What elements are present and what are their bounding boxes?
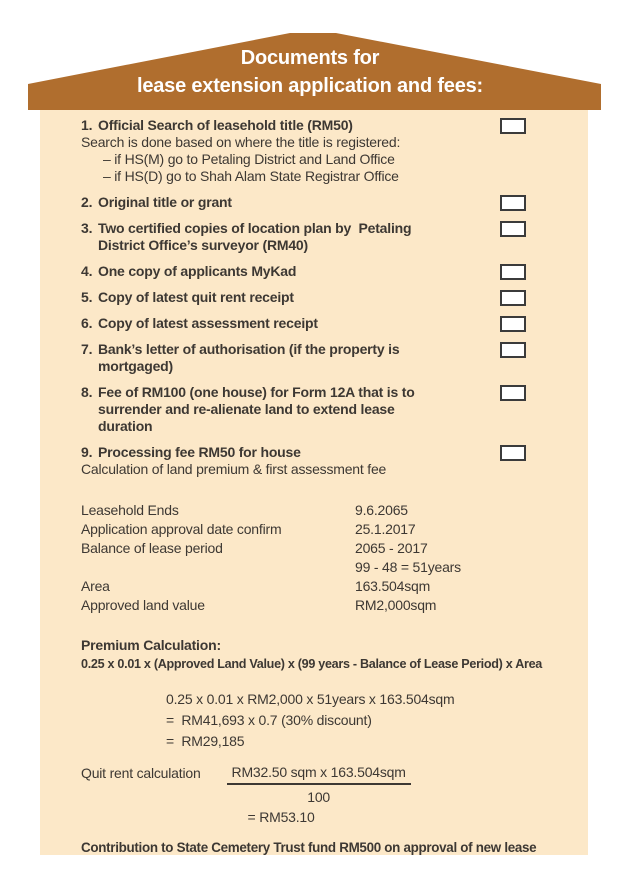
table-row-value: 99 - 48 = 51years (355, 559, 461, 575)
item-title-line: One copy of applicants MyKad (98, 263, 297, 279)
item-title-line: Copy of latest assessment receipt (98, 315, 318, 331)
checklist-item (81, 289, 568, 306)
checklist-item (81, 444, 568, 478)
table-row-label: Balance of lease period (81, 540, 223, 556)
page-title-line2: lease extension application and fees: (136, 75, 484, 97)
page-title (0, 44, 620, 100)
item-title-line: District Office’s surveyor (RM40) (98, 237, 308, 253)
checklist-item (81, 315, 568, 332)
item-number: 8. (81, 384, 93, 400)
item-number: 4. (81, 263, 93, 279)
premium-step-line: = RM41,693 x 0.7 (30% discount) (166, 712, 372, 728)
premium-formula: 0.25 x 0.01 x (Approved Land Value) x (99 years - Balance of Lease Period) x Area (81, 657, 543, 671)
checkbox[interactable] (500, 342, 526, 358)
item-title-line: Copy of latest quit rent receipt (98, 289, 294, 305)
checkbox[interactable] (500, 316, 526, 332)
item-dash-line: – if HS(M) go to Petaling District and Land Office (103, 151, 395, 167)
item-title-line: surrender and re-alienate land to extend lease (98, 401, 395, 417)
table-row-value: 163.504sqm (355, 578, 431, 594)
checkbox[interactable] (500, 118, 526, 134)
cemetery-trust-note: Contribution to State Cemetery Trust fund RM500 on approval of new lease (81, 840, 537, 855)
table-row (81, 539, 568, 558)
premium-steps (166, 689, 568, 752)
checkbox[interactable] (500, 385, 526, 401)
item-title-line: Original title or grant (98, 194, 232, 210)
table-row (81, 520, 568, 539)
premium-step-line: 0.25 x 0.01 x RM2,000 x 51years x 163.504sqm (166, 691, 455, 707)
table-row (81, 501, 568, 520)
item-number: 3. (81, 220, 93, 236)
item-number: 1. (81, 117, 93, 133)
quit-rent-denominator: 100 (307, 789, 330, 805)
table-row-label (81, 558, 355, 577)
premium-heading: Premium Calculation: (81, 637, 221, 653)
premium-step-line: = RM29,185 (166, 733, 245, 749)
document-checklist (81, 117, 568, 478)
checklist-item (81, 263, 568, 280)
item-number: 6. (81, 315, 93, 331)
quit-rent-fraction (227, 764, 411, 826)
table-row-value: RM2,000sqm (355, 597, 437, 613)
table-row-label: Approved land value (81, 597, 205, 613)
checklist-item (81, 194, 568, 211)
item-note-line: Search is done based on where the title is registered: (81, 134, 401, 150)
quit-rent-result: = RM53.10 (247, 809, 315, 825)
item-title-line: Bank’s letter of authorisation (if the property is (98, 341, 400, 357)
table-row (81, 577, 568, 596)
item-number: 7. (81, 341, 93, 357)
checkbox[interactable] (500, 264, 526, 280)
table-row-label: Area (81, 578, 110, 594)
item-title-line: Processing fee RM50 for house (98, 444, 301, 460)
checklist-item (81, 117, 568, 185)
table-row (81, 596, 568, 615)
table-row-label: Leasehold Ends (81, 502, 179, 518)
checkbox[interactable] (500, 290, 526, 306)
checklist-item (81, 220, 568, 254)
quit-rent-label: Quit rent calculation (81, 765, 201, 781)
item-note-line: Calculation of land premium & first assessment fee (81, 461, 387, 477)
item-title-line: Official Search of leasehold title (RM50) (98, 117, 353, 133)
table-row-value: 2065 - 2017 (355, 540, 428, 556)
item-number: 9. (81, 444, 93, 460)
table-row-value: 9.6.2065 (355, 502, 408, 518)
item-title-line: Fee of RM100 (one house) for Form 12A that is to (98, 384, 415, 400)
item-number: 2. (81, 194, 93, 210)
item-dash-line: – if HS(D) go to Shah Alam State Registrar Office (103, 168, 399, 184)
table-row-label: Application approval date confirm (81, 521, 282, 537)
item-title-line: duration (98, 418, 153, 434)
checkbox[interactable] (500, 445, 526, 461)
quit-rent-numerator: RM32.50 sqm x 163.504sqm (227, 764, 411, 785)
page-title-line1: Documents for (240, 47, 380, 69)
table-row-value: 25.1.2017 (355, 521, 416, 537)
item-title-line: mortgaged) (98, 358, 174, 374)
item-title-line: Two certified copies of location plan by Petaling (98, 220, 412, 236)
checkbox[interactable] (500, 221, 526, 237)
table-row (81, 558, 568, 577)
checklist-item (81, 341, 568, 375)
checklist-item (81, 384, 568, 435)
premium-calculation (81, 636, 568, 752)
item-number: 5. (81, 289, 93, 305)
checkbox[interactable] (500, 195, 526, 211)
calculation-table (81, 501, 568, 615)
house-body (40, 110, 588, 855)
quit-rent-calculation (81, 764, 568, 826)
